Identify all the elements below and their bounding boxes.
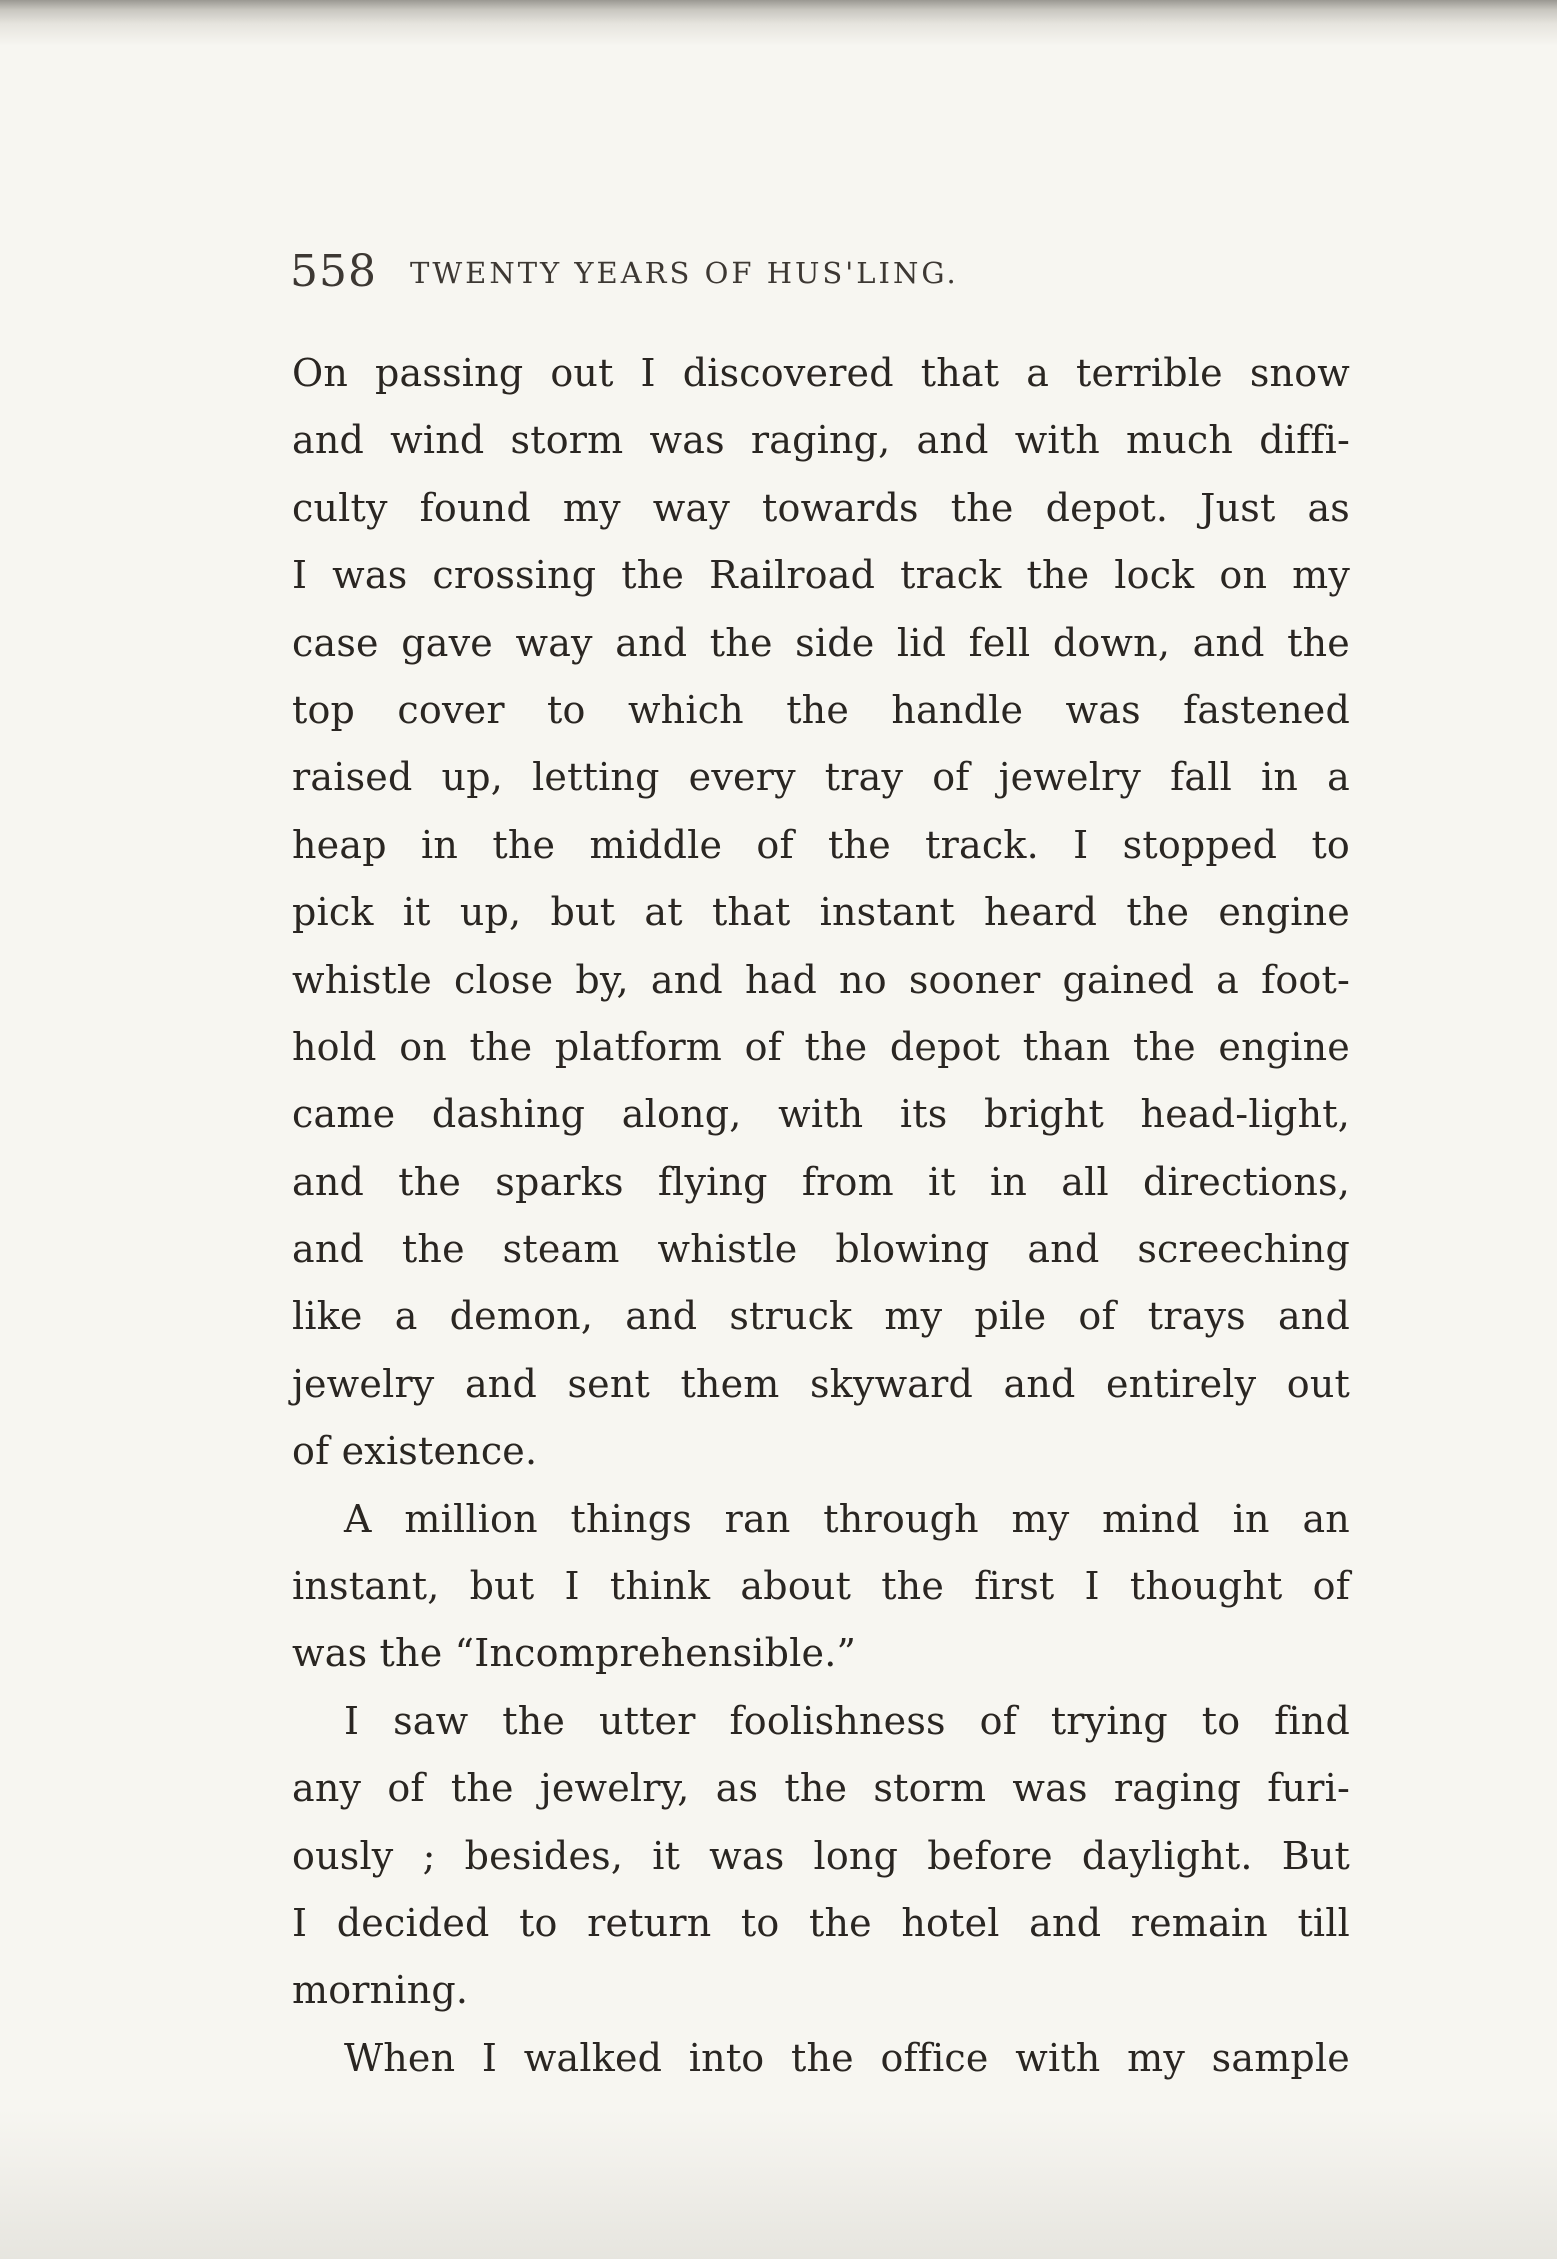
running-head: TWENTY YEARS OF HUS'LING.: [410, 256, 959, 290]
text-line: came dashing along, with its bright head-light,: [292, 1092, 1350, 1137]
text-line: jewelry and sent them skyward and entirely out: [292, 1361, 1350, 1406]
text-line: and wind storm was raging, and with much diffi-: [292, 418, 1350, 463]
text-line: any of the jewelry, as the storm was raging furi-: [292, 1766, 1350, 1811]
text-line: like a demon, and struck my pile of trays and: [292, 1294, 1350, 1339]
text-line: and the steam whistle blowing and screeching: [292, 1227, 1350, 1272]
text-line: whistle close by, and had no sooner gained a foot-: [292, 957, 1350, 1002]
text-line: pick it up, but at that instant heard the engine: [292, 890, 1350, 935]
body-text: [292, 340, 1350, 2092]
page-bottom-speckle: [0, 2109, 1557, 2259]
text-line: On passing out I discovered that a terrible snow: [292, 351, 1350, 395]
text-line: and the sparks flying from it in all directions,: [292, 1159, 1350, 1204]
text-line: raised up, letting every tray of jewelry fall in a: [292, 755, 1350, 800]
text-line: I was crossing the Railroad track the lock on my: [292, 553, 1350, 598]
text-line: I saw the utter foolishness of trying to find: [344, 1698, 1350, 1743]
page-top-edge: [0, 0, 1557, 46]
text-line: instant, but I think about the first I thought of: [292, 1564, 1350, 1609]
text-line: When I walked into the office with my sample: [344, 2035, 1350, 2080]
text-line: morning.: [292, 1968, 469, 2013]
text-line: culty found my way towards the depot. Just as: [292, 485, 1350, 530]
text-line: case gave way and the side lid fell down, and the: [292, 620, 1350, 665]
text-line: was the “Incomprehensible.”: [292, 1631, 857, 1676]
text-line: A million things ran through my mind in an: [344, 1496, 1350, 1541]
page-number: 558: [290, 246, 377, 297]
page-header: [290, 242, 1350, 302]
text-line: hold on the platform of the depot than the engine: [292, 1024, 1350, 1069]
text-line: ously ; besides, it was long before daylight. But: [292, 1833, 1350, 1878]
text-line: top cover to which the handle was fastened: [292, 687, 1350, 732]
text-line: I decided to return to the hotel and remain till: [292, 1900, 1350, 1945]
text-line: heap in the middle of the track. I stopped to: [292, 822, 1350, 867]
text-line: of existence.: [292, 1429, 538, 1474]
